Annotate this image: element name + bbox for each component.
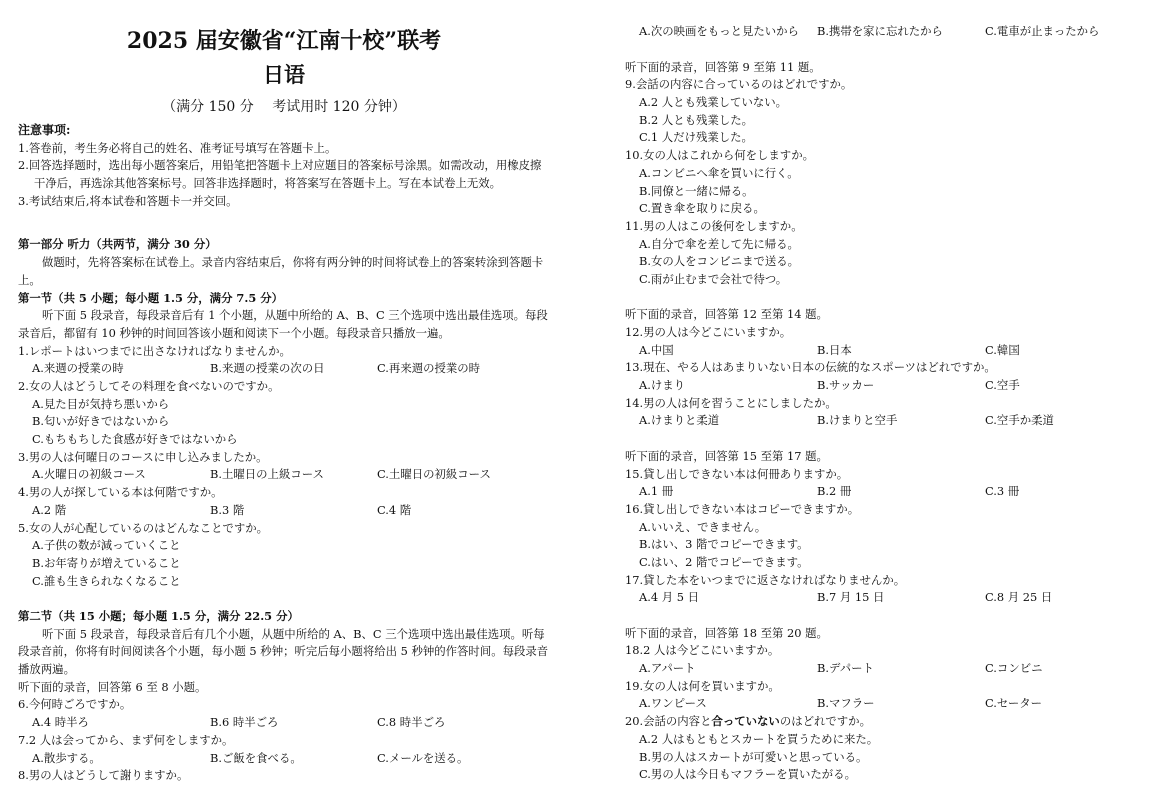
question-1-options — [18, 360, 550, 378]
option-a: A.2 人はもともとスカートを買うために来た。 — [639, 731, 879, 746]
option-c: C.1 人だけ残業した。 — [639, 130, 753, 145]
question-13-options — [625, 377, 1160, 395]
part1-heading: 第一部分 听力（共两节，满分 30 分） — [18, 237, 217, 252]
question-6: 6.今何時ごろですか。 — [18, 697, 132, 712]
section1-heading: 第一节（共 5 小题；每小题 1.5 分，满分 7.5 分） — [18, 290, 283, 305]
option-b: B.はい、3 階でコピーできます。 — [639, 537, 809, 552]
notice-item: 1.答卷前，考生务必将自己的姓名、准考证号填写在答题卡上。 — [18, 140, 337, 155]
option-c: C.3 冊 — [985, 484, 1020, 499]
option-c: C.もちもちした食感が好きではないから — [32, 432, 238, 447]
question-8-options — [625, 23, 1160, 41]
option-a: A.2 階 — [32, 502, 67, 517]
option-a: A.中国 — [639, 342, 674, 357]
intro-9-11: 听下面的录音，回答第 9 至第 11 题。 — [625, 59, 821, 74]
option-a: A.火曜日の初級コース — [32, 467, 146, 482]
question-19-options — [625, 695, 1160, 713]
question-18: 18.2 人は今どこにいますか。 — [625, 643, 780, 658]
option-b: B.マフラー — [817, 696, 875, 711]
option-b: B.来週の授業の次の日 — [210, 361, 325, 376]
question-17-options — [625, 589, 1160, 607]
question-12-options — [625, 342, 1160, 360]
option-b: B.けまりと空手 — [817, 413, 898, 428]
notice-heading: 注意事项: — [18, 123, 71, 137]
option-c: C.空手か柔道 — [985, 413, 1054, 428]
option-c: C.電車が止まったから — [985, 24, 1100, 38]
option-a: A.アパート — [639, 661, 696, 676]
option-c: C.8 時半ごろ — [377, 715, 446, 730]
notice-item: 2.回答选择题时，选出每小题答案后，用铅笔把答题卡上对应题目的答案标号涂黑。如需改动，用橡皮擦干净后，再选涂其他答案标号。回答非选择题时，将答案写在答题卡上。写在本试卷上无效。 — [18, 158, 542, 191]
question-16: 16.貸し出しできない本はコピーできますか。 — [625, 501, 860, 516]
question-15-options — [625, 483, 1160, 501]
intro-6-8: 听下面的录音，回答第 6 至 8 小题。 — [18, 679, 207, 694]
option-a: A.いいえ、できません。 — [639, 519, 767, 534]
option-c: C.誰も生きられなくなること — [32, 573, 181, 588]
option-b: B.日本 — [817, 342, 852, 357]
intro-18-20: 听下面的录音，回答第 18 至第 20 题。 — [625, 625, 828, 640]
option-c: C.雨が止むまで会社で待つ。 — [639, 271, 788, 286]
option-b: B.土曜日の上級コース — [210, 467, 324, 482]
part1-instruction: 做题时，先将答案标在试卷上。录音内容结束后，你将有两分钟的时间将试卷上的答案转涂到答题卡上。 — [18, 255, 544, 287]
section2-instruction: 听下面 5 段录音，每段录音后有几个小题，从题中所给的 A、B、C 三个选项中选出最佳选项。听每段录音前，你将有时间阅读各个小题，每小题 5 秒钟；听完后每小题将给出 5 秒钟的作答时间。每段录音播放两遍。 — [18, 626, 549, 677]
option-b: B.携帯を家に忘れたから — [817, 24, 943, 38]
question-3-options — [18, 466, 550, 484]
option-b: B.同僚と一緒に帰る。 — [639, 183, 754, 198]
option-a: A.ワンピース — [639, 696, 707, 711]
question-4: 4.男の人が探している本は何階ですか。 — [18, 485, 223, 500]
option-b: B.3 階 — [210, 502, 245, 517]
exam-title: 2025 届安徽省“江南十校”联考 — [126, 28, 442, 54]
exam-subject: 日语 — [263, 62, 305, 87]
section2-heading: 第二节（共 15 小题；每小题 1.5 分，满分 22.5 分） — [18, 608, 299, 623]
option-c: C.空手 — [985, 378, 1020, 393]
question-2: 2.女の人はどうしてその料理を食べないのですか。 — [18, 379, 280, 394]
notice-item: 3.考试结束后,将本试卷和答题卡一并交回。 — [18, 193, 238, 208]
exam-meta: （满分 150 分 考试用时 120 分钟） — [162, 99, 406, 115]
option-a: A.散歩する。 — [32, 750, 101, 765]
question-5: 5.女の人が心配しているのはどんなことですか。 — [18, 520, 269, 535]
option-a: A.コンビニへ傘を買いに行く。 — [639, 165, 799, 180]
question-8: 8.男の人はどうして謝りますか。 — [18, 768, 189, 783]
option-c: C.8 月 25 日 — [985, 590, 1053, 605]
option-b: B.ご飯を食べる。 — [210, 750, 302, 765]
question-13: 13.現在、やる人はあまりいない日本の伝統的なスポーツはどれですか。 — [625, 360, 996, 375]
question-11: 11.男の人はこの後何をしますか。 — [625, 218, 803, 233]
question-20-prefix: 20.会話の内容と — [625, 714, 712, 729]
question-3: 3.男の人は何曜日のコースに申し込みましたか。 — [18, 449, 268, 464]
option-b: B.7 月 15 日 — [817, 590, 885, 605]
question-20-emphasis: 合っていない — [711, 714, 780, 729]
option-c: C.4 階 — [377, 502, 412, 517]
option-b: B.お年寄りが増えていること — [32, 555, 181, 570]
question-7-options — [18, 750, 550, 768]
option-b: B.サッカー — [817, 378, 875, 393]
option-c: C.メールを送る。 — [377, 750, 469, 765]
question-14-options — [625, 412, 1160, 430]
option-a: A.けまりと柔道 — [639, 413, 720, 428]
option-a: A.2 人とも残業していない。 — [639, 95, 788, 110]
option-a: A.次の映画をもっと見たいから — [639, 24, 799, 38]
question-6-options — [18, 714, 550, 732]
question-15: 15.貸し出しできない本は何冊ありますか。 — [625, 466, 849, 481]
section1-instruction: 听下面 5 段录音，每段录音后有 1 个小题，从题中所给的 A、B、C 三个选项中选出最佳选项。每段录音后，都留有 10 秒钟的时间回答该小题和阅读下一个小题。每段录音只播放一遍。 — [18, 308, 548, 340]
question-20 — [625, 713, 1160, 731]
option-b: B.2 冊 — [817, 484, 852, 499]
question-9: 9.会話の内容に合っているのはどれですか。 — [625, 77, 853, 92]
option-c: C.再来週の授業の時 — [377, 361, 481, 376]
question-7: 7.2 人は会ってから、まず何をしますか。 — [18, 732, 234, 747]
option-c: C.コンビニ — [985, 661, 1043, 676]
left-column — [18, 0, 550, 785]
option-b: B.男の人はスカートが可愛いと思っている。 — [639, 749, 868, 764]
question-14: 14.男の人は何を習うことにしましたか。 — [625, 395, 837, 410]
option-b: B.2 人とも残業した。 — [639, 112, 753, 127]
question-10: 10.女の人はこれから何をしますか。 — [625, 148, 814, 163]
option-b: B.デパート — [817, 661, 874, 676]
option-c: C.はい、2 階でコピーできます。 — [639, 554, 809, 569]
question-1: 1.レポートはいつまでに出さなければなりませんか。 — [18, 343, 291, 358]
option-a: A.見た目が気持ち悪いから — [32, 396, 170, 411]
question-20-suffix: のはどれですか。 — [779, 714, 871, 729]
option-a: A.来週の授業の時 — [32, 361, 124, 376]
intro-12-14: 听下面的录音，回答第 12 至第 14 题。 — [625, 307, 828, 322]
option-a: A.1 冊 — [639, 484, 674, 499]
option-b: B.匂いが好きではないから — [32, 414, 170, 429]
option-a: A.けまり — [639, 378, 686, 393]
intro-15-17: 听下面的录音，回答第 15 至第 17 题。 — [625, 448, 828, 463]
option-c: C.置き傘を取りに戻る。 — [639, 201, 765, 216]
option-b: B.女の人をコンビニまで送る。 — [639, 254, 800, 269]
question-17: 17.貸した本をいつまでに返さなければなりませんか。 — [625, 572, 906, 587]
option-b: B.6 時半ごろ — [210, 715, 279, 730]
option-c: C.男の人は今日もマフラーを買いたがる。 — [639, 767, 856, 782]
right-column — [625, 0, 1160, 784]
question-12: 12.男の人は今どこにいますか。 — [625, 325, 792, 339]
question-18-options — [625, 660, 1160, 678]
option-a: A.4 月 5 日 — [639, 590, 699, 605]
option-a: A.自分で傘を差して先に帰る。 — [639, 236, 799, 251]
option-c: C.韓国 — [985, 342, 1020, 357]
option-c: C.土曜日の初級コース — [377, 467, 491, 482]
option-a: A.4 時半ろ — [32, 715, 89, 730]
question-19: 19.女の人は何を買いますか。 — [625, 678, 780, 693]
option-a: A.子供の数が減っていくこと — [32, 538, 181, 553]
question-4-options — [18, 502, 550, 520]
option-c: C.セーター — [985, 696, 1043, 711]
